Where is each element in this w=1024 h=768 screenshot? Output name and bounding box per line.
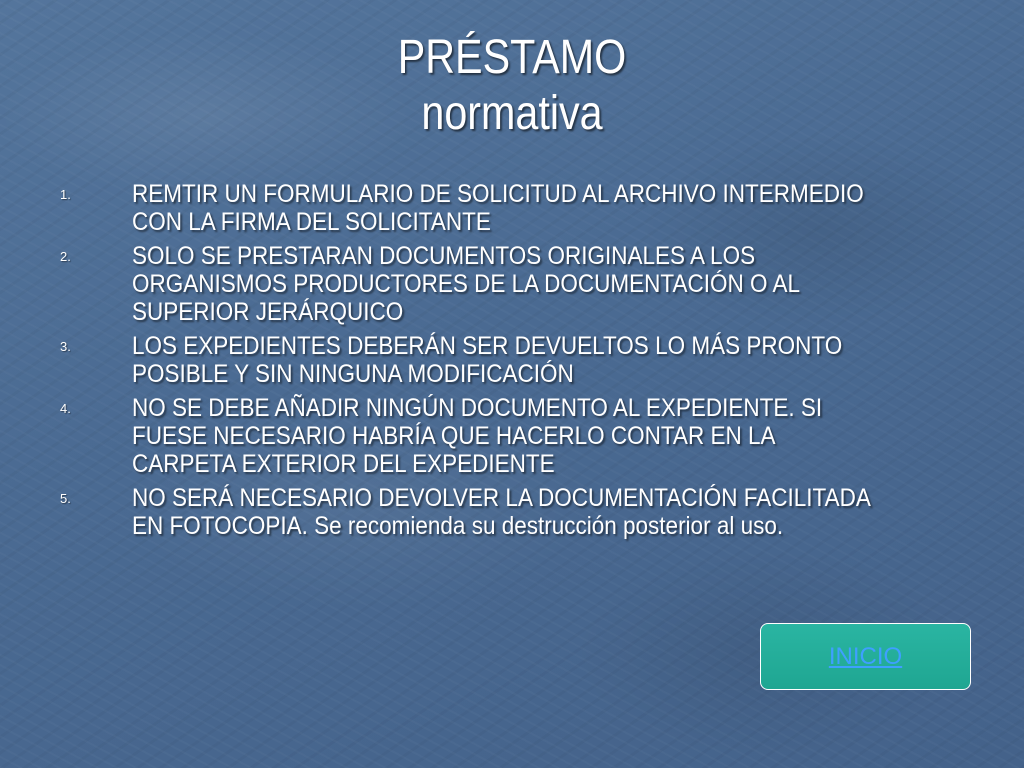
- list-item: [60, 394, 960, 478]
- rules-list: [60, 180, 960, 546]
- list-item-number: 3.: [60, 339, 71, 354]
- list-item-text: NO SE DEBE AÑADIR NINGÚN DOCUMENTO AL EXPEDIENTE. SI FUESE NECESARIO HABRÍA QUE HACERLO CONTAR EN LA CARPETA EXTERIOR DEL EXPEDIENTE: [132, 394, 823, 478]
- list-item: [60, 332, 960, 388]
- list-item-number: 5.: [60, 491, 71, 506]
- list-item: [60, 180, 960, 236]
- list-item: [60, 484, 960, 540]
- list-item: [60, 242, 960, 326]
- inicio-link[interactable]: INICIO: [828, 642, 903, 670]
- title-line-1: PRÉSTAMO: [397, 31, 627, 84]
- slide-title: [72, 30, 953, 142]
- list-item-text: NO SERÁ NECESARIO DEVOLVER LA DOCUMENTACIÓN FACILITADA EN FOTOCOPIA. Se recomienda su destrucción posterior al uso.: [132, 484, 870, 540]
- list-item-text: LOS EXPEDIENTES DEBERÁN SER DEVUELTOS LO MÁS PRONTO POSIBLE Y SIN NINGUNA MODIFICACIÓN: [132, 332, 843, 388]
- list-item-number: 4.: [60, 401, 71, 416]
- inicio-button[interactable]: [760, 623, 971, 690]
- list-item-text: REMTIR UN FORMULARIO DE SOLICITUD AL ARCHIVO INTERMEDIO CON LA FIRMA DEL SOLICITANTE: [132, 180, 864, 236]
- list-item-text: SOLO SE PRESTARAN DOCUMENTOS ORIGINALES A LOS ORGANISMOS PRODUCTORES DE LA DOCUMENTACIÓN O AL SUPERIOR JERÁRQUICO: [132, 242, 800, 326]
- title-line-2: normativa: [421, 87, 603, 140]
- list-item-number: 1.: [60, 187, 71, 202]
- list-item-number: 2.: [60, 249, 71, 264]
